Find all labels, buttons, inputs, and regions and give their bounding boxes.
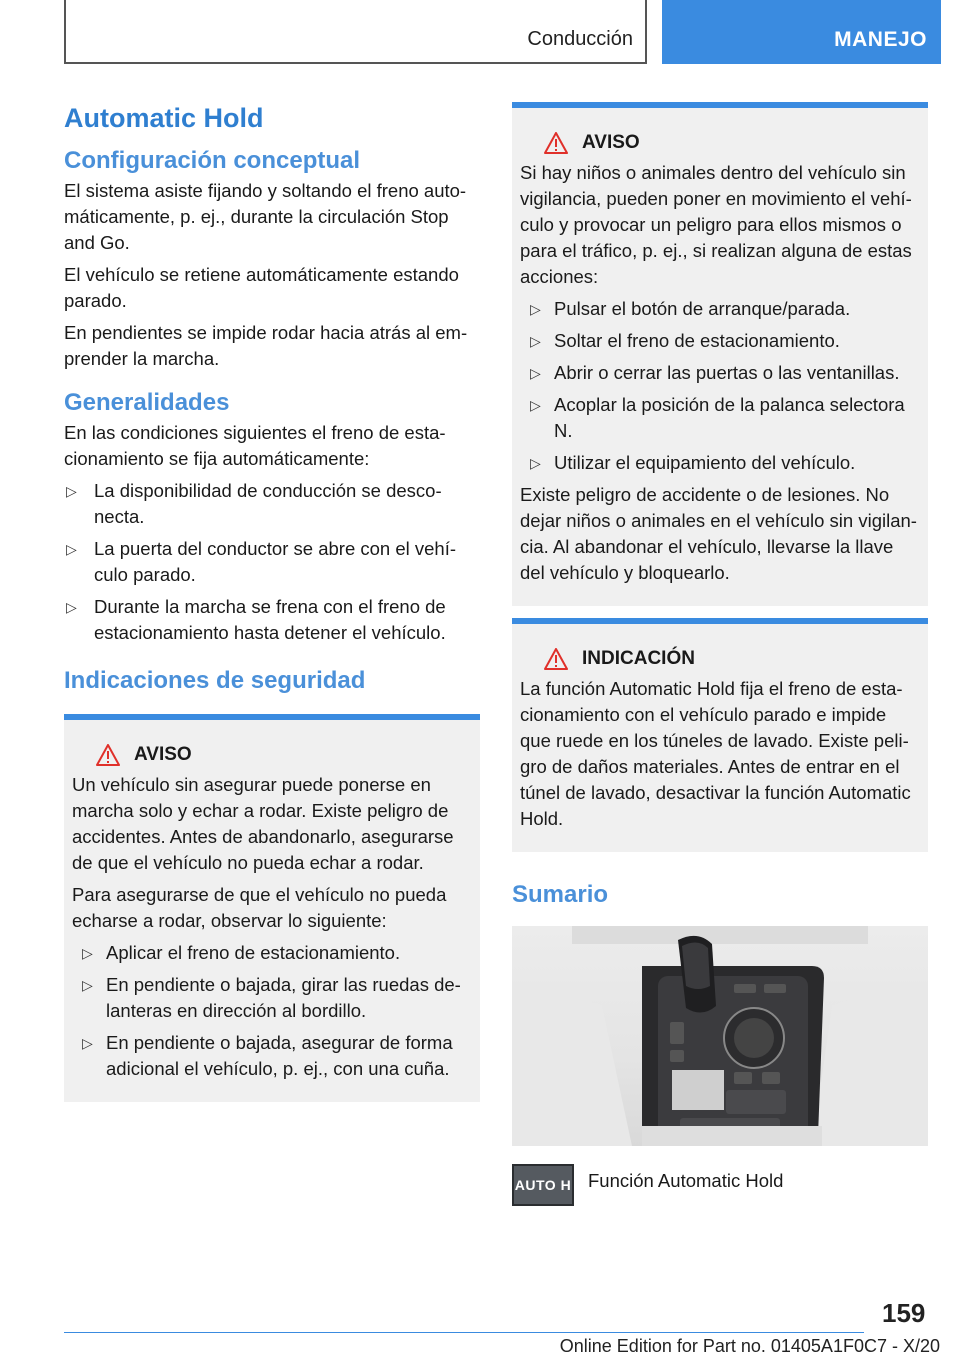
general-list [64, 478, 480, 646]
general-intro: En las condiciones siguientes el freno de esta‐cionamiento se fija automáticamente: [64, 422, 446, 469]
triangle-bullet-icon: ▷ [530, 365, 541, 381]
concept-paragraph: El sistema asiste fijando y soltando el freno auto‐máticamente, p. ej., durante la circulación Stop and Go. [64, 180, 467, 253]
notice-box [512, 618, 928, 852]
warning-icon [96, 744, 120, 766]
list-item: ▷ En pendiente o bajada, asegurar de forma adicional el vehículo, p. ej., con una cuña. [82, 1032, 453, 1079]
warning-paragraph: Si hay niños o animales dentro del vehículo sin vigilancia, pueden poner en movimiento el vehí‐culo y provocar un peligro para ellos mismos o para el tráfico, p. ej., si realizan alguna de estas acciones: [520, 162, 912, 287]
page-number: 159 [882, 1298, 926, 1328]
triangle-bullet-icon: ▷ [530, 301, 541, 317]
list-item: ▷ La puerta del conductor se abre con el vehí‐culo parado. [66, 538, 457, 585]
concept-paragraph: En pendientes se impide rodar hacia atrás al em‐prender la marcha. [64, 322, 468, 369]
concept-heading: Configuración conceptual [64, 147, 361, 174]
triangle-bullet-icon: ▷ [530, 333, 541, 349]
triangle-bullet-icon: ▷ [530, 455, 541, 471]
warning-title: AVISO [520, 130, 920, 156]
warning-icon [544, 648, 568, 670]
warning-paragraph: Para asegurarse de que el vehículo no pueda echarse a rodar, observar lo siguiente: [72, 884, 447, 931]
warning-list [72, 940, 472, 1082]
triangle-bullet-icon: ▷ [66, 483, 77, 499]
console-illustration [512, 926, 928, 1146]
list-item: ▷ Soltar el freno de estacionamiento. [520, 328, 920, 354]
right-column [512, 102, 928, 1206]
list-item: ▷ Utilizar el equipamiento del vehículo. [520, 450, 920, 476]
footer-edition: Online Edition for Part no. 01405A1F0C7 - X/20 [559, 1336, 940, 1356]
triangle-bullet-icon: ▷ [82, 977, 93, 993]
figure-caption: Función Automatic Hold [588, 1170, 784, 1191]
footer-divider [64, 1332, 864, 1333]
header-frame [64, 0, 647, 64]
triangle-bullet-icon: ▷ [530, 397, 541, 413]
page-title: Automatic Hold [64, 103, 264, 133]
list-item: ▷ Pulsar el botón de arranque/parada. [520, 296, 920, 322]
list-item: ▷ La disponibilidad de conducción se desco‐necta. [66, 480, 442, 527]
warning-paragraph: Un vehículo sin asegurar puede ponerse en marcha solo y echar a rodar. Existe peligro de accidentes. Antes de abandonarlo, asegurarse de que el vehículo no pueda echar a rodar. [72, 774, 454, 873]
figure-caption-row [512, 1164, 928, 1206]
warning-title: AVISO [72, 742, 472, 768]
list-item: ▷ Abrir o cerrar las puertas o las ventanillas. [520, 360, 920, 386]
safety-heading: Indicaciones de seguridad [64, 667, 366, 694]
center-console-photo [512, 926, 928, 1146]
warning-icon [544, 132, 568, 154]
warning-paragraph: Existe peligro de accidente o de lesiones. No dejar niños o animales en el vehículo sin vigilan‐cia. Al abandonar el vehículo, llevarse la llave del vehículo y bloquearlo. [520, 484, 917, 583]
triangle-bullet-icon: ▷ [82, 1035, 93, 1051]
concept-paragraph: El vehículo se retiene automáticamente estando parado. [64, 264, 459, 311]
list-item: ▷ Aplicar el freno de estacionamiento. [72, 940, 472, 966]
warning-list [520, 296, 920, 476]
list-item: ▷ Durante la marcha se frena con el freno de estacionamiento hasta detener el vehículo. [66, 596, 446, 643]
notice-title: INDICACIÓN [520, 646, 920, 672]
warning-box [512, 102, 928, 606]
list-item: ▷ En pendiente o bajada, girar las ruedas de‐lanteras en dirección al bordillo. [82, 974, 461, 1021]
triangle-bullet-icon: ▷ [66, 541, 77, 557]
section-title: Conducción [527, 28, 633, 50]
general-heading: Generalidades [64, 389, 230, 416]
chapter-tab[interactable] [662, 0, 941, 64]
warning-box [64, 714, 480, 1102]
triangle-bullet-icon: ▷ [82, 945, 93, 961]
left-column [64, 96, 480, 1102]
auto-hold-button-icon: AUTO H [512, 1164, 574, 1206]
summary-heading: Sumario [512, 881, 609, 908]
notice-paragraph: La función Automatic Hold fija el freno de esta‐cionamiento con el vehículo parado e impide que ruede en los túneles de lavado. Existe peli‐gro de daños materiales. Antes de entrar en el túnel de lavado, desactivar la función Automatic Hold. [520, 678, 911, 829]
chapter-label: MANEJO [834, 28, 927, 51]
triangle-bullet-icon: ▷ [66, 599, 77, 615]
list-item: ▷ Acoplar la posición de la palanca selectora N. [530, 394, 905, 441]
